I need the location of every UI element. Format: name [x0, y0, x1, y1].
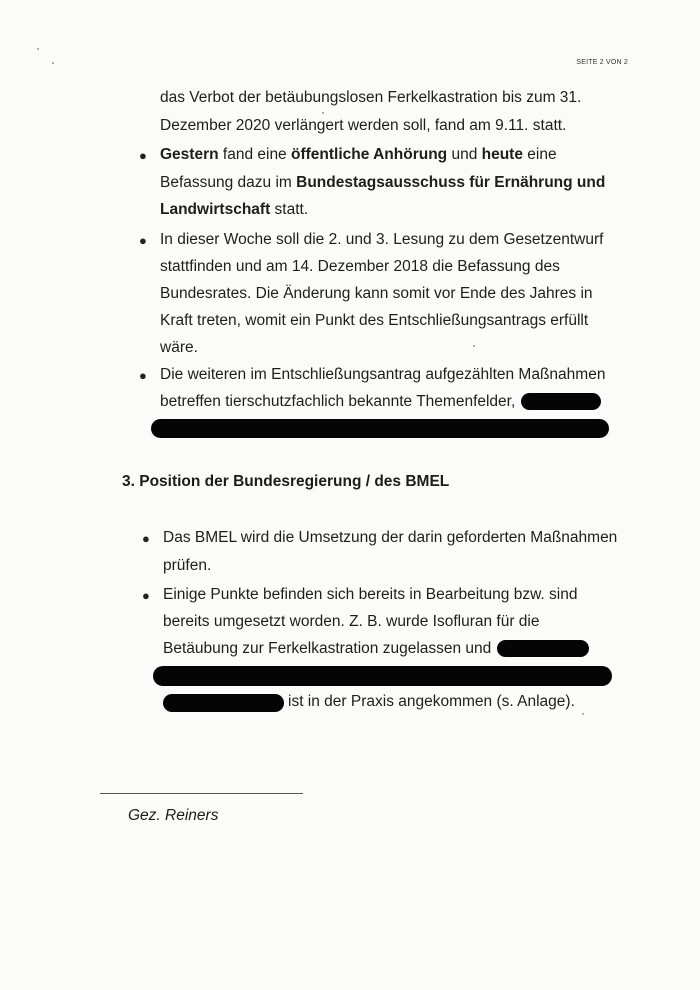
text-run: betreffen tierschutzfachlich bekannte Themenfelder, [160, 393, 516, 410]
continuation-line-1: das Verbot der betäubungslosen Ferkelkastration bis zum 31. [160, 89, 582, 106]
scan-speck [37, 48, 39, 50]
bullet-icon: ● [139, 368, 147, 383]
bullet-bmel-line-1: Das BMEL wird die Umsetzung der darin geforderten Maßnahmen [163, 529, 618, 546]
bullet-punkte-line-2: bereits umgesetzt worden. Z. B. wurde Isofluran für die [163, 613, 540, 630]
redaction-bar [151, 419, 609, 438]
bullet-icon: ● [142, 588, 150, 603]
bullet-woche-line-5: wäre. [160, 339, 198, 356]
page-number: SEITE 2 VON 2 [576, 59, 628, 66]
bullet-bmel-line-2: prüfen. [163, 557, 212, 574]
scan-speck [582, 713, 584, 715]
bullet-icon: ● [139, 233, 147, 248]
bullet-icon: ● [142, 531, 150, 546]
bullet-massnahmen-line-1: Die weiteren im Entschließungsantrag aufgezählten Maßnahmen [160, 366, 606, 383]
bullet-icon: ● [139, 148, 147, 163]
signature: Gez. Reiners [128, 807, 219, 824]
bullet-woche-line-1: In dieser Woche soll die 2. und 3. Lesung zu dem Gesetzentwurf [160, 231, 604, 248]
bullet-woche-line-3: Bundesrates. Die Änderung kann somit vor Ende des Jahres in [160, 285, 593, 302]
redaction-bar [497, 640, 589, 657]
bullet-woche-line-2: stattfinden und am 14. Dezember 2018 die Befassung des [160, 258, 560, 275]
emphasis: Landwirtschaft [160, 201, 271, 218]
bullet-punkte-line-3 [163, 639, 589, 659]
bullet-massnahmen-line-2 [160, 392, 601, 412]
signature-rule [100, 793, 303, 794]
emphasis: heute [481, 146, 523, 163]
text-run: fand eine [218, 146, 291, 163]
emphasis: Gestern [160, 146, 219, 163]
continuation-line-2: Dezember 2020 verlängert werden soll, fand am 9.11. statt. [160, 117, 567, 134]
text-run: und [447, 146, 482, 163]
emphasis: Bundestagsausschuss für Ernährung und [296, 174, 606, 191]
text-run: Betäubung zur Ferkelkastration zugelassen und [163, 640, 492, 657]
redaction-bar [153, 666, 612, 686]
text-run: eine [522, 146, 557, 163]
bullet-woche-line-4: Kraft treten, womit ein Punkt des Entschließungsantrags erfüllt [160, 312, 589, 329]
redaction-bar [521, 393, 601, 410]
scan-speck [473, 345, 475, 347]
section-heading: 3. Position der Bundesregierung / des BMEL [122, 473, 450, 490]
emphasis: öffentliche Anhörung [291, 146, 448, 163]
bullet-punkte-line-5: ist in der Praxis angekommen (s. Anlage). [288, 693, 575, 710]
bullet-punkte-line-1: Einige Punkte befinden sich bereits in Bearbeitung bzw. sind [163, 586, 578, 603]
scan-speck [322, 112, 324, 114]
scan-speck [52, 62, 54, 64]
redaction-bar [163, 694, 284, 712]
text-run: statt. [270, 201, 309, 218]
text-run: Befassung dazu im [160, 174, 297, 191]
bullet-gestern-line-2 [160, 173, 605, 193]
bullet-gestern-line-1 [160, 145, 557, 165]
bullet-gestern-line-3 [160, 200, 308, 220]
